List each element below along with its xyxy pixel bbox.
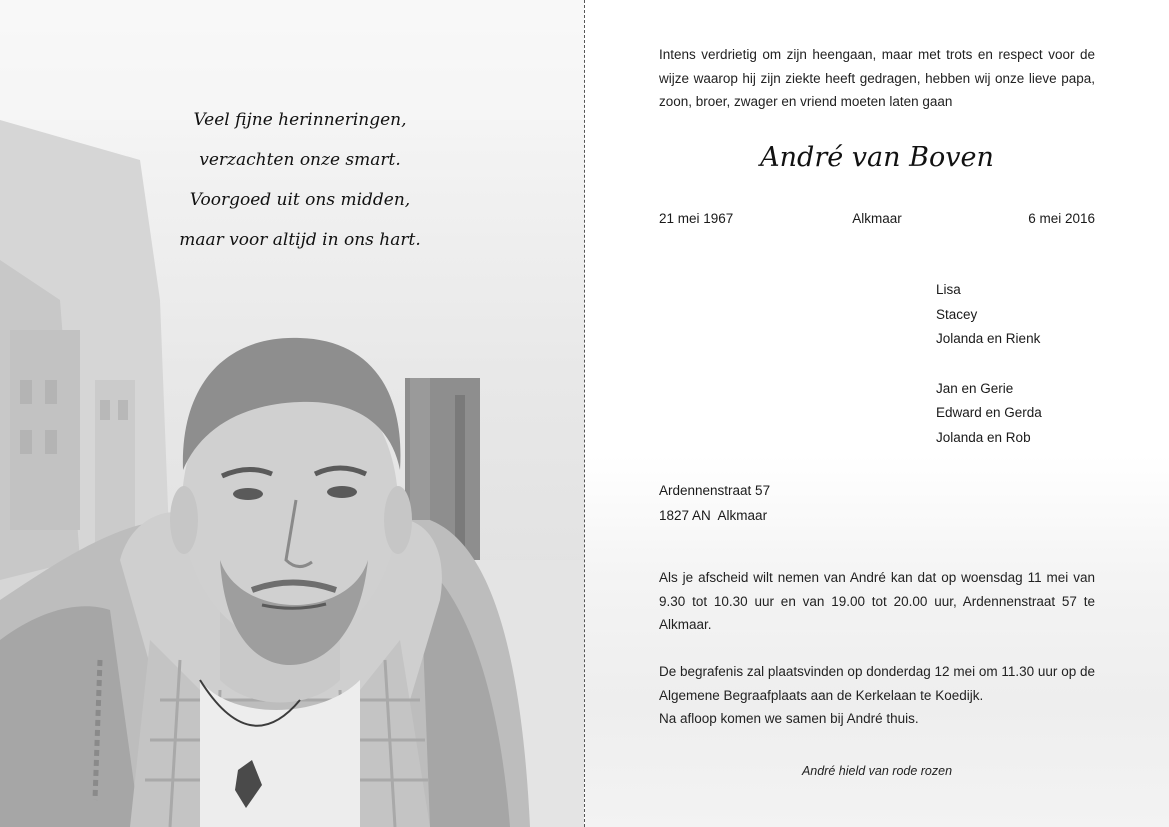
family-member: Lisa bbox=[936, 282, 961, 297]
family-spacer bbox=[936, 352, 1042, 377]
address-city: 1827 AN Alkmaar bbox=[659, 508, 768, 523]
deceased-name: André van Boven bbox=[760, 142, 994, 173]
intro-paragraph: Intens verdrietig om zijn heengaan, maar met trots en respect voor de wijze waarop hij zijn ziekte heeft gedragen, hebben wij onze lieve papa, zoon, broer, zwager en vriend moeten laten gaan bbox=[659, 47, 1095, 109]
family-member: Edward en Gerda bbox=[936, 405, 1042, 420]
poem-line-1: Veel fijne herinneringen, bbox=[193, 110, 407, 130]
funeral-paragraph bbox=[659, 660, 1095, 731]
birth-date: 21 mei 1967 bbox=[659, 211, 734, 226]
dates-row bbox=[659, 211, 1095, 231]
family-member: Jolanda en Rob bbox=[936, 429, 1031, 445]
family-member: Stacey bbox=[936, 306, 978, 322]
gathering-note: Na afloop komen we samen bij André thuis. bbox=[659, 711, 919, 726]
family-member: Jan en Gerie bbox=[936, 380, 1014, 396]
family-list bbox=[936, 278, 1042, 450]
left-panel bbox=[0, 0, 584, 827]
poem-line-2: verzachten onze smart. bbox=[199, 150, 401, 170]
poem-line-4: maar voor altijd in ons hart. bbox=[179, 230, 421, 250]
funeral-details: De begrafenis zal plaatsvinden op donderdag 12 mei om 11.30 uur op de Algemene Begraafplaats aan de Kerkelaan te Koedijk. bbox=[659, 664, 1095, 703]
death-date: 6 mei 2016 bbox=[1028, 211, 1095, 226]
poem-line-3: Voorgoed uit ons midden, bbox=[189, 190, 411, 210]
memorial-poem bbox=[150, 100, 450, 260]
closing-line: André hield van rode rozen bbox=[801, 764, 953, 778]
address-street: Ardennenstraat 57 bbox=[659, 483, 771, 498]
family-member: Jolanda en Rienk bbox=[936, 331, 1041, 346]
farewell-paragraph: Als je afscheid wilt nemen van André kan dat op woensdag 11 mei van 9.30 tot 10.30 uur en van 19.00 tot 20.00 uur, Ardennenstraat 57 te Alkmaar. bbox=[659, 570, 1095, 632]
place: Alkmaar bbox=[852, 211, 902, 226]
home-address bbox=[659, 478, 770, 528]
